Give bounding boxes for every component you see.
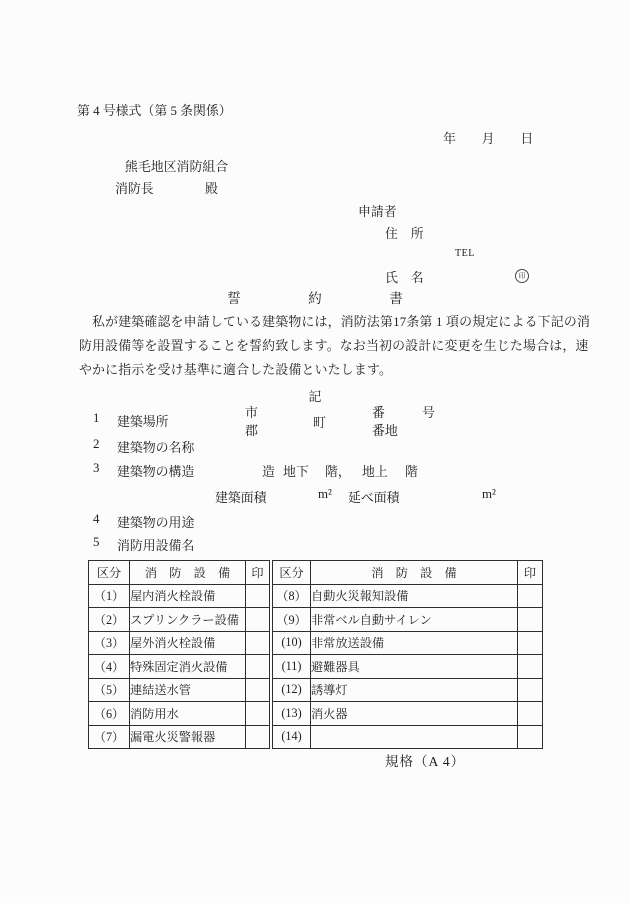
- seal-cell: [518, 702, 543, 726]
- seal-cell: [518, 655, 543, 679]
- seal-cell: [246, 678, 270, 702]
- seal-cell: [246, 702, 270, 726]
- table-row: [273, 608, 543, 632]
- item1-label: 建築場所: [117, 415, 169, 429]
- unit-floors-basement: 階，: [325, 465, 351, 479]
- row-number-cell: （2）: [89, 608, 130, 632]
- equipment-name-cell: 非常放送設備: [311, 631, 518, 655]
- row-number-cell: (12): [273, 678, 311, 702]
- addressee-honorific: 殿: [205, 182, 218, 196]
- table-row: [273, 631, 543, 655]
- equipment-name-cell: 消火器: [311, 702, 518, 726]
- unit-ban: 番: [372, 406, 385, 420]
- equipment-header-cell: 消 防 設 備: [311, 561, 518, 585]
- row-number-cell: (10): [273, 631, 311, 655]
- item2-label: 建築物の名称: [117, 441, 195, 455]
- oath-title: 誓 約 書: [227, 291, 403, 306]
- row-number-cell: （9）: [273, 608, 311, 632]
- item4-label: 建築物の用途: [117, 516, 195, 530]
- seal-cell: [518, 584, 543, 608]
- seal-mark-icon: 印: [515, 269, 529, 283]
- equipment-table-left: [88, 560, 270, 749]
- table-header-row: [273, 561, 543, 585]
- seal-cell: [246, 608, 270, 632]
- oath-body-line: やかに指示を受け基準に適合した設備といたします。: [79, 362, 393, 377]
- table-header-row: [89, 561, 270, 585]
- table-row: [273, 678, 543, 702]
- row-number-cell: （5）: [89, 678, 130, 702]
- unit-floors-above: 階: [405, 465, 418, 479]
- oath-body-line: 私が建築確認を申請している建築物には，消防法第17条第 1 項の規定による下記の消: [92, 315, 591, 329]
- seal-header-cell: 印: [246, 561, 270, 585]
- row-number-cell: （7）: [89, 725, 130, 749]
- equipment-name-cell: 屋内消火栓設備: [130, 584, 246, 608]
- table-row: [273, 702, 543, 726]
- unit-city: 市: [245, 406, 258, 420]
- oath-body: [79, 311, 590, 382]
- table-row: [89, 655, 270, 679]
- equipment-name-cell: 漏電火災警報器: [130, 725, 246, 749]
- seal-cell: [518, 608, 543, 632]
- equipment-name-cell: 屋外消火栓設備: [130, 631, 246, 655]
- row-number-cell: (11): [273, 655, 311, 679]
- seal-cell: [246, 584, 270, 608]
- table-row: [273, 725, 543, 749]
- row-number-cell: （6）: [89, 702, 130, 726]
- applicant-label: 申請者: [358, 205, 397, 219]
- record-heading: 記: [308, 390, 322, 404]
- seal-cell: [518, 725, 543, 749]
- equipment-header-cell: 消 防 設 備: [130, 561, 246, 585]
- seal-cell: [246, 655, 270, 679]
- row-number-cell: (14): [273, 725, 311, 749]
- paper-spec: 規格（A 4）: [385, 754, 466, 769]
- unit-basement: 地下: [283, 465, 309, 479]
- row-number-cell: （3）: [89, 631, 130, 655]
- kubun-header-cell: 区分: [89, 561, 130, 585]
- unit-town: 町: [313, 416, 326, 430]
- table-row: [89, 631, 270, 655]
- table-row: [89, 608, 270, 632]
- unit-go: 号: [422, 406, 435, 420]
- addressee: 消防長: [115, 182, 154, 196]
- date-line: 年 月 日: [443, 132, 534, 146]
- equipment-name-cell: [311, 725, 518, 749]
- item3-label: 建築物の構造: [117, 465, 195, 479]
- item4-number: 4: [93, 512, 100, 526]
- item5-number: 5: [93, 535, 100, 549]
- tel-label: TEL: [455, 248, 475, 259]
- equipment-name-cell: 連結送水管: [130, 678, 246, 702]
- unit-banchi: 番地: [372, 424, 398, 438]
- unit-county: 郡: [245, 424, 258, 438]
- unit-structure: 造: [262, 465, 275, 479]
- equipment-name-cell: 自動火災報知設備: [311, 584, 518, 608]
- equipment-name-cell: 避難器具: [311, 655, 518, 679]
- equipment-name-cell: 特殊固定消火設備: [130, 655, 246, 679]
- building-area-label: 建築面積: [215, 491, 267, 505]
- table-row: [273, 584, 543, 608]
- equipment-name-cell: スプリンクラー設備: [130, 608, 246, 632]
- table-row: [89, 584, 270, 608]
- seal-cell: [518, 678, 543, 702]
- seal-cell: [246, 631, 270, 655]
- unit-above-ground: 地上: [362, 465, 388, 479]
- oath-body-line: 防用設備等を設置することを誓約致します。なお当初の設計に変更を生じた場合は，速: [79, 338, 589, 353]
- row-number-cell: （1）: [89, 584, 130, 608]
- total-area-unit: m²: [482, 487, 496, 501]
- total-area-label: 延べ面積: [348, 491, 400, 505]
- seal-header-cell: 印: [518, 561, 543, 585]
- address-label: 住 所: [385, 227, 424, 241]
- item1-number: 1: [93, 411, 100, 425]
- name-label: 氏 名: [385, 271, 424, 285]
- row-number-cell: （8）: [273, 584, 311, 608]
- building-area-unit: m²: [318, 487, 332, 501]
- form-number: 第 4 号様式（第 5 条関係）: [77, 104, 232, 118]
- organization-name: 熊毛地区消防組合: [125, 160, 229, 174]
- equipment-name-cell: 消防用水: [130, 702, 246, 726]
- kubun-header-cell: 区分: [273, 561, 311, 585]
- equipment-table-right: [272, 560, 543, 749]
- seal-cell: [246, 725, 270, 749]
- item3-number: 3: [93, 461, 100, 475]
- equipment-name-cell: 誘導灯: [311, 678, 518, 702]
- row-number-cell: （4）: [89, 655, 130, 679]
- seal-cell: [518, 631, 543, 655]
- row-number-cell: (13): [273, 702, 311, 726]
- table-row: [273, 655, 543, 679]
- table-row: [89, 702, 270, 726]
- table-row: [89, 725, 270, 749]
- table-row: [89, 678, 270, 702]
- item2-number: 2: [93, 437, 100, 451]
- equipment-name-cell: 非常ベル自動サイレン: [311, 608, 518, 632]
- item5-label: 消防用設備名: [117, 539, 195, 553]
